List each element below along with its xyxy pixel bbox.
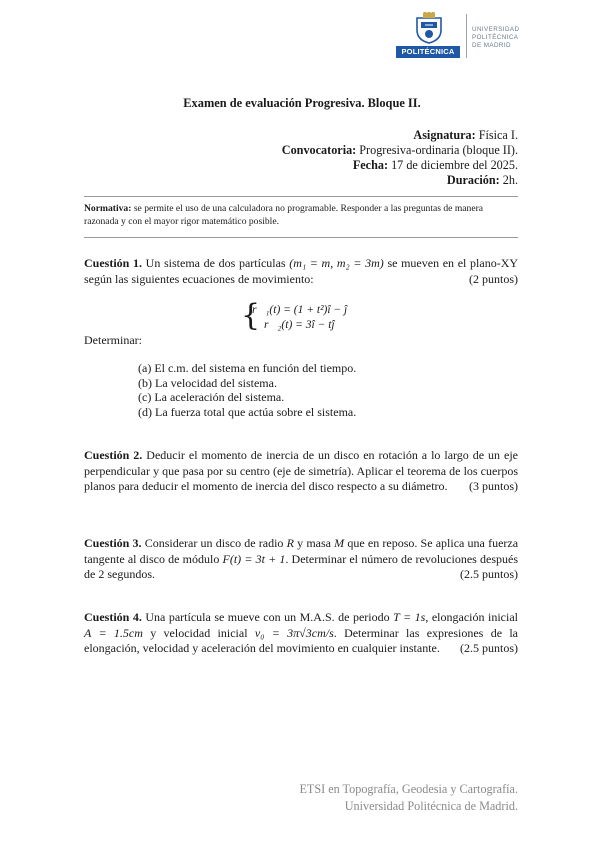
divider-bottom [84,237,518,238]
exam-title: Examen de evaluación Progresiva. Bloque II. [183,96,421,110]
q1-points: (2 puntos) [469,271,518,286]
list-item: (d) La fuerza total que actúa sobre el sistema. [138,404,357,419]
q2-label: Cuestión 2. [84,448,143,462]
q4-text-c: y velocidad inicial [150,625,248,640]
q1-label: Cuestión 1. [84,256,142,270]
duracion-value: 2h. [502,173,518,187]
footer-line-2: Universidad Politécnica de Madrid. [344,798,518,813]
logo-line-2: POLITÉCNICA [472,34,519,41]
q1-determinar: Determinar: [84,333,142,347]
convocatoria-value: Progresiva-ordinaria (bloque II). [359,143,518,157]
asignatura-label: Asignatura: [413,128,476,142]
q1-text-b: se mueven en el plano-XY según las siguientes ecuaciones de movimiento: [84,256,519,286]
fecha-value: 17 de diciembre del 2025. [391,158,518,172]
q3-text-b: y masa [297,536,331,550]
equation-r1: r⃗₁(t) = (1 + t²)î − ĵ [252,304,348,316]
asignatura-value: Física I. [478,128,518,142]
question-3 [84,536,518,583]
duracion-label: Duración: [446,173,500,187]
q3-var-r: R [286,536,294,550]
q3-text-a: Considerar un disco de radio [144,536,284,550]
q1-items-list [138,361,356,419]
meta-convocatoria [282,143,518,158]
question-2 [84,448,518,495]
footer [299,781,518,814]
normativa-label: Normativa: [84,203,132,214]
q4-text-d: . Determinar las expresiones de la elongación, velocidad y aceleración del movimiento en cualquier instante. [84,625,519,656]
list-item: (c) La aceleración del sistema. [138,390,285,405]
q4-points: (2.5 puntos) [460,641,518,656]
q4-velocity: v₀ = 3π√3cm/s [254,625,334,640]
meta-duracion [447,173,518,188]
divider-top [84,196,518,197]
normativa-text: se permite el uso de una calculadora no programable. Responder a las preguntas de manera razonada y con el mayor rigor matemático posible. [84,203,484,227]
list-item: (b) La velocidad del sistema. [138,375,277,390]
q2-points: (3 puntos) [469,479,518,494]
q4-label: Cuestión 4. [84,610,142,624]
logo-line-1: UNIVERSIDAD [472,26,520,33]
logo-university-name [472,26,519,50]
q4-text-a: Una partícula se mueve con un M.A.S. de periodo [145,610,390,624]
logo-line-3: DE MADRID [472,42,511,49]
q4-period: T = 1s [393,610,426,624]
q1-text-a: Un sistema de dos partículas [145,256,286,270]
q3-label: Cuestión 3. [84,536,142,550]
list-item: (a) El c.m. del sistema en función del tiempo. [138,361,357,375]
equation-r2: r⃗₂(t) = 3î − tĵ [264,319,335,331]
q4-text-b: , elongación inicial [425,610,518,624]
q3-text-d: . Determinar el número de revoluciones después de 2 segundos. [84,551,518,582]
q2-text: Deducir el momento de inercia de un disco en rotación a lo largo de un eje perpendicular y que pasa por su centro (eje de simetría). Aplicar el teorema de los cuerpos planos para deducir el momento de inercia del disco respecto a su diámetro. [84,448,519,494]
q4-amplitude: A = 1.5cm [84,625,143,640]
logo-wordmark: POLITÉCNICA [396,46,460,58]
convocatoria-label: Convocatoria: [281,143,357,157]
fecha-label: Fecha: [352,158,389,172]
question-1 [84,256,518,287]
q3-text-c: que en reposo. Se aplica una fuerza tangente al disco de módulo [84,536,519,566]
footer-line-1: ETSI en Topografía, Geodesia y Cartografía. [299,782,518,796]
q1-masses: (m₁ = m, m₂ = 3m) [289,256,384,270]
q3-points: (2.5 puntos) [460,567,518,582]
university-logo [396,12,526,64]
q3-force: F(t) = 3t + 1 [222,551,286,566]
crest-icon [414,12,444,44]
brace-symbol: { [241,298,261,333]
normativa-box [84,202,520,228]
meta-asignatura [413,128,518,143]
q3-var-m: M [334,536,345,550]
equation-system [241,298,348,333]
meta-fecha [353,158,518,173]
logo-divider [466,14,467,58]
question-4 [84,610,518,657]
